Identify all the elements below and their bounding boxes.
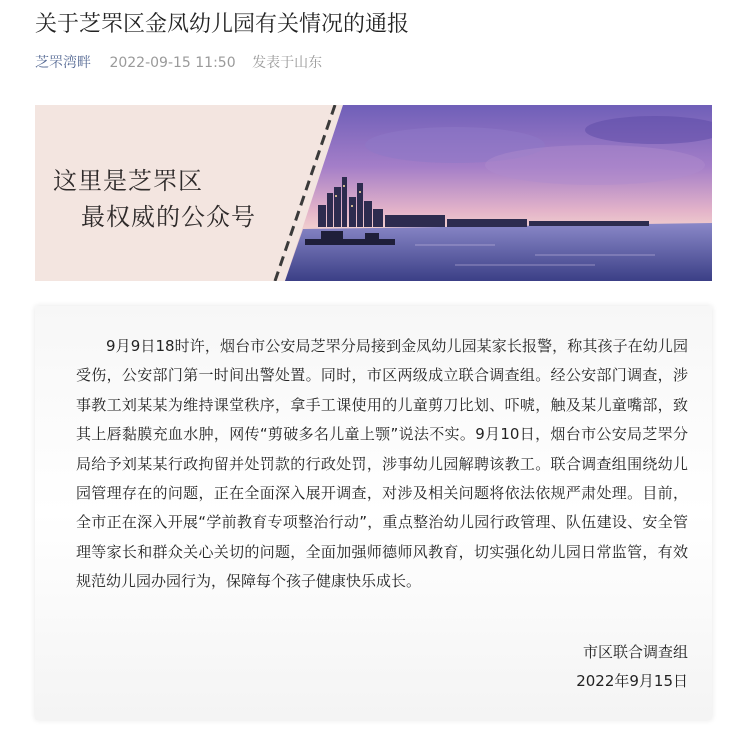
notice-body-text: 9月9日18时许，烟台市公安局芝罘分局接到金凤幼儿园某家长报警，称其孩子在幼儿园受伤，公安部门第一时间出警处置。同时，市区两级成立联合调查组。经公安部门调查，涉事教工刘某某为维持课堂秩序，拿手工课使用的儿童剪刀比划、吓唬，触及某儿童嘴部，致其上唇黏膜充血水肿，网传“剪破多名儿童上颚”说法不实。9月10日，烟台市公安局芝罘分局给予刘某某行政拘留并处罚款的行政处罚，涉事幼儿园解聘该教工。联合调查组围绕幼儿园管理存在的问题，正在全面深入展开调查，对涉及相关问题将依法依规严肃处理。目前，全市正在深入开展“学前教育专项整治行动”，重点整治幼儿园行政管理、队伍建设、安全管理等家长和群众关心关切的问题，全面加强师德师风教育，切实强化幼儿园日常监管，有效规范幼儿园办园行为，保障每个孩子健康快乐成长。: [76, 337, 688, 591]
account-name-link[interactable]: 芝罘湾畔: [35, 55, 91, 71]
article-meta: [35, 52, 322, 74]
publish-time: 2022-09-15 11:50: [109, 55, 236, 71]
banner-slogan-line-2: 最权威的公众号: [81, 203, 256, 231]
article-title: 关于芝罘区金凤幼儿园有关情况的通报: [35, 12, 410, 37]
publish-location: 发表于山东: [252, 55, 323, 71]
signature-organization: 市区联合调查组: [582, 643, 688, 661]
notice-card: [35, 306, 712, 720]
banner-image: [35, 105, 712, 281]
banner-slogan-line-1: 这里是芝罘区: [53, 167, 203, 195]
signature-date: 2022年9月15日: [576, 672, 688, 690]
notice-signature: [576, 638, 688, 696]
